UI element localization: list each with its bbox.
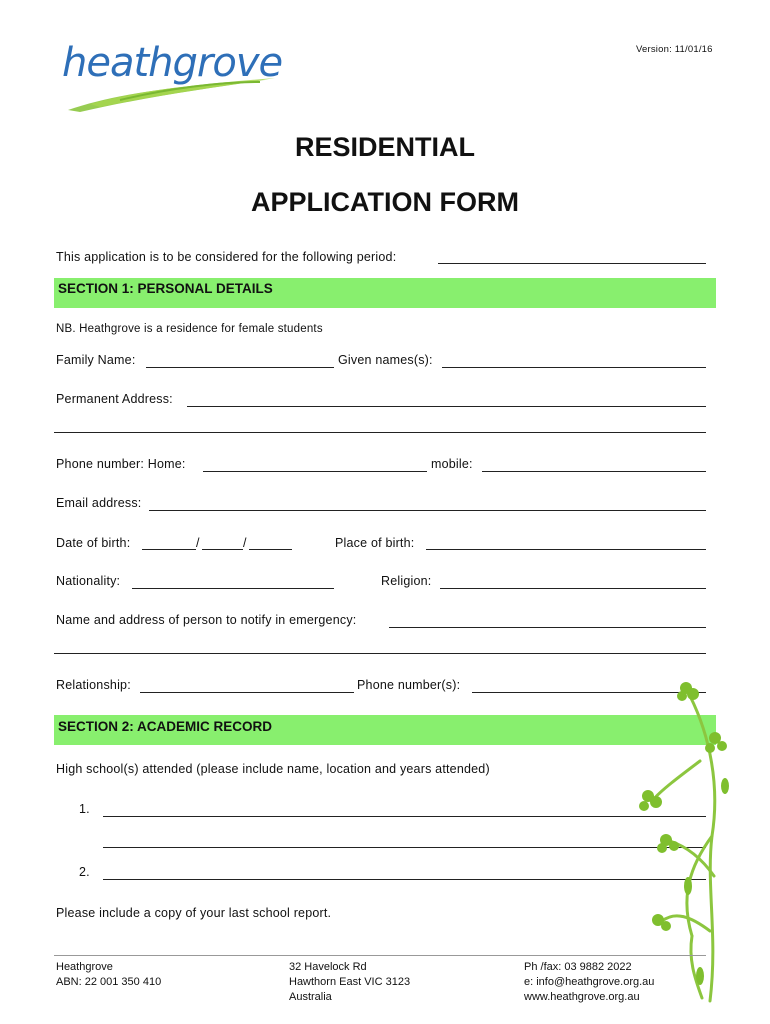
dob-separator: / <box>196 536 200 550</box>
school-item-1-number: 1. <box>79 802 90 816</box>
relationship-label: Relationship: <box>56 678 131 692</box>
school-2-field[interactable] <box>103 879 706 880</box>
period-field[interactable] <box>438 263 706 264</box>
section1-title: SECTION 1: PERSONAL DETAILS <box>58 281 273 296</box>
permanent-address-field[interactable] <box>187 406 706 407</box>
dob-separator: / <box>243 536 247 550</box>
flower-vine-decoration <box>630 676 730 1006</box>
footer-email[interactable]: e: info@heathgrove.org.au <box>524 976 655 988</box>
school-1-field-2[interactable] <box>103 847 706 848</box>
school-item-2-number: 2. <box>79 865 90 879</box>
permanent-address-label: Permanent Address: <box>56 392 173 406</box>
place-of-birth-label: Place of birth: <box>335 536 415 550</box>
place-of-birth-field[interactable] <box>426 549 706 550</box>
footer-abn: ABN: 22 001 350 410 <box>56 976 162 988</box>
emergency-contact-field-2[interactable] <box>54 653 706 654</box>
phone-home-label: Phone number: Home: <box>56 457 186 471</box>
school-1-field[interactable] <box>103 816 706 817</box>
footer-street: 32 Havelock Rd <box>289 961 367 973</box>
footer-org-name: Heathgrove <box>56 961 113 973</box>
dob-month-field[interactable] <box>202 549 243 550</box>
given-names-field[interactable] <box>442 367 706 368</box>
emergency-contact-field[interactable] <box>389 627 706 628</box>
religion-field[interactable] <box>440 588 706 589</box>
nationality-field[interactable] <box>132 588 334 589</box>
mobile-field[interactable] <box>482 471 706 472</box>
version-label: Version: 11/01/16 <box>636 44 713 55</box>
dob-label: Date of birth: <box>56 536 131 550</box>
email-field[interactable] <box>149 510 706 511</box>
phone-numbers-label: Phone number(s): <box>357 678 461 692</box>
section2-title: SECTION 2: ACADEMIC RECORD <box>58 719 273 734</box>
footer-phone: Ph /fax: 03 9882 2022 <box>524 961 632 973</box>
footer-col-address <box>289 960 410 1005</box>
family-name-label: Family Name: <box>56 353 136 367</box>
footer-divider <box>54 955 706 956</box>
family-name-field[interactable] <box>146 367 334 368</box>
permanent-address-field-2[interactable] <box>54 432 706 433</box>
given-names-label: Given names(s): <box>338 353 433 367</box>
logo-wordmark: heathgrove <box>62 40 283 86</box>
form-title-line2: APPLICATION FORM <box>251 187 519 217</box>
nationality-label: Nationality: <box>56 574 121 588</box>
school-report-note: Please include a copy of your last school report. <box>56 906 332 920</box>
religion-label: Religion: <box>381 574 432 588</box>
footer-country: Australia <box>289 991 332 1003</box>
mobile-label: mobile: <box>431 457 473 471</box>
footer-col-organization <box>56 960 161 990</box>
period-label: This application is to be considered for the following period: <box>56 250 397 264</box>
dob-year-field[interactable] <box>249 549 292 550</box>
high-school-label: High school(s) attended (please include name, location and years attended) <box>56 762 490 776</box>
footer-col-contact <box>524 960 654 1005</box>
footer-website[interactable]: www.heathgrove.org.au <box>524 991 640 1003</box>
footer-suburb: Hawthorn East VIC 3123 <box>289 976 411 988</box>
heathgrove-logo <box>60 30 285 115</box>
relationship-field[interactable] <box>140 692 354 693</box>
phone-home-field[interactable] <box>203 471 427 472</box>
dob-day-field[interactable] <box>142 549 196 550</box>
emergency-contact-label: Name and address of person to notify in emergency: <box>56 613 357 627</box>
email-label: Email address: <box>56 496 142 510</box>
form-title-line1: RESIDENTIAL <box>294 132 475 162</box>
female-students-note: NB. Heathgrove is a residence for female students <box>56 323 323 335</box>
